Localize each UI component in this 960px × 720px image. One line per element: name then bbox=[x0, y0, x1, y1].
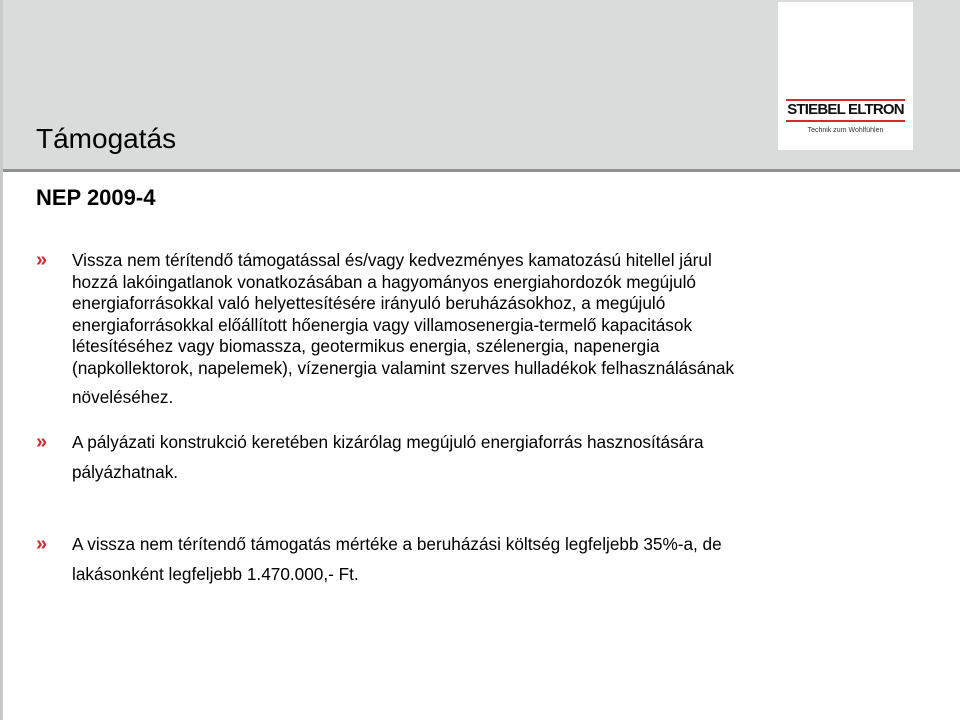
logo-tagline: Technik zum Wohlfühlen bbox=[807, 127, 884, 134]
slide-title: Támogatás bbox=[36, 123, 177, 154]
stiebel-eltron-logo bbox=[778, 2, 913, 150]
logo-name: STIEBEL ELTRON bbox=[787, 101, 904, 118]
text-line: lakásonként legfeljebb 1.470.000,- Ft. bbox=[72, 563, 359, 584]
bullet-paragraph-2 bbox=[72, 432, 704, 483]
text-line: Vissza nem térítendő támogatással és/vagy kedvezményes kamatozású hitellel járul bbox=[72, 250, 712, 270]
bullet-paragraph-1 bbox=[72, 250, 734, 409]
bullet-marker-icon: » bbox=[36, 533, 48, 555]
text-line: hozzá lakóingatlanok vonatkozásában a hagyományos energiahordozók megújuló bbox=[72, 271, 696, 292]
text-line: A pályázati konstrukció keretében kizárólag megújuló energiaforrás hasznosítására bbox=[72, 432, 704, 452]
slide-subtitle: NEP 2009-4 bbox=[36, 185, 156, 210]
text-line: létesítéséhez vagy biomassza, geotermikus energia, szélenergia, napenergia bbox=[72, 336, 660, 356]
bullet-item-1 bbox=[36, 250, 734, 409]
text-line: pályázhatnak. bbox=[72, 461, 179, 482]
text-line: A vissza nem térítendő támogatás mértéke a beruházási költség legfeljebb 35%-a, de bbox=[72, 534, 722, 554]
bullet-item-2 bbox=[36, 432, 704, 483]
slide-left-border bbox=[0, 0, 3, 720]
text-line: (napkollektorok, napelemek), vízenergia valamint szerves hulladékok felhasználásának bbox=[72, 357, 735, 378]
logo-red-bar bbox=[786, 120, 905, 122]
bullet-paragraph-3 bbox=[72, 534, 722, 585]
bullet-marker-icon: » bbox=[36, 431, 48, 453]
bullet-item-3 bbox=[36, 534, 722, 585]
text-line: növeléséhez. bbox=[72, 387, 174, 407]
text-line: energiaforrásokkal előállított hőenergia vagy villamosenergia-termelő kapacitások bbox=[72, 314, 693, 335]
bullet-marker-icon: » bbox=[36, 249, 48, 271]
text-line: energiaforrásokkal való helyettesítésére irányuló beruházásokhoz, a megújuló bbox=[72, 293, 666, 313]
